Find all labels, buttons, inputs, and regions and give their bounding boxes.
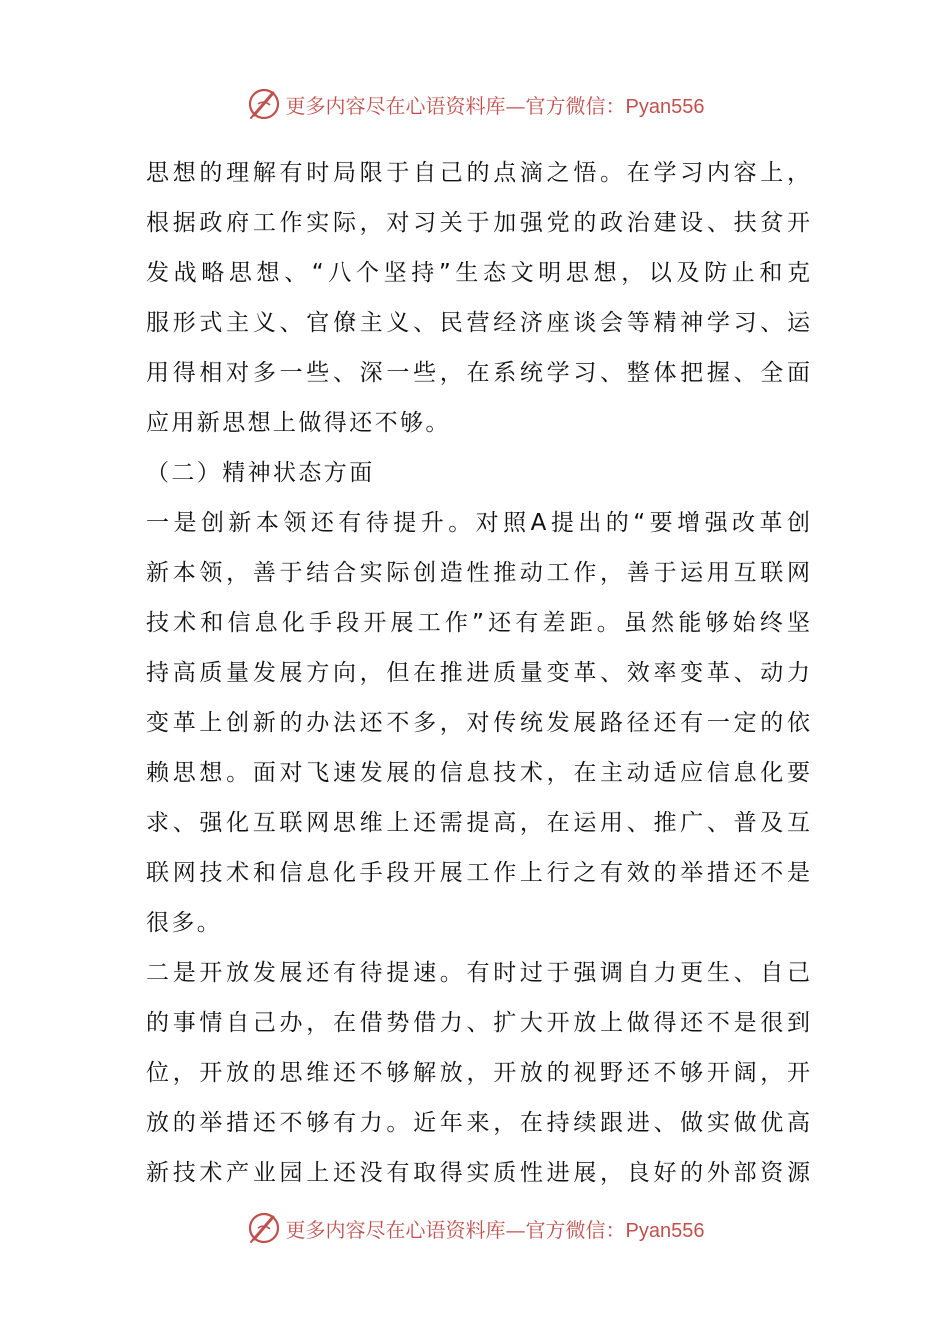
footer-wechat-id: Pyan556 [625,1219,705,1242]
text-line: 变革上创新的办法还不多，对传统发展路径还有一定的依 [146,710,810,736]
text-line: 放的举措还不够有力。近年来，在持续跟进、做实做优高 [146,1110,810,1136]
text-line: 新技术产业园上还没有取得实质性进展，良好的外部资源 [146,1160,810,1186]
text-line: 持高质量发展方向，但在推进质量变革、效率变革、动力 [146,660,810,686]
text-line: 根据政府工作实际，对习关于加强党的政治建设、扶贫开 [146,210,810,236]
document-body [146,148,810,1198]
text-line: 一是创新本领还有待提升。对照A提出的“要增强改革创 [146,510,810,536]
text-line: 求、强化互联网思维上还需提高，在运用、推广、普及互 [146,810,810,836]
footer-banner-text: 更多内容尽在心语资料库—官方微信：Pyan556 [285,1217,705,1242]
footer-banner [0,1208,950,1248]
header-banner [0,84,950,124]
header-wechat-id: Pyan556 [625,95,705,118]
text-line: 联网技术和信息化手段开展工作上行之有效的举措还不是 [146,860,810,886]
header-banner-text: 更多内容尽在心语资料库—官方微信：Pyan556 [285,93,705,118]
text-line: 二是开放发展还有待提速。有时过于强调自力更生、自己 [146,960,810,986]
text-line: 赖思想。面对飞速发展的信息技术，在主动适应信息化要 [146,760,810,786]
pen-circle-logo-icon [246,86,282,122]
text-line: 服形式主义、官僚主义、民营经济座谈会等精神学习、运 [146,310,810,336]
text-line: 很多。 [146,910,223,936]
section-heading: （二）精神状态方面 [146,460,375,486]
text-line: 发战略思想、“八个坚持”生态文明思想，以及防止和克 [146,260,810,286]
text-line: 应用新思想上做得还不够。 [146,410,451,436]
text-line: 用得相对多一些、深一些，在系统学习、整体把握、全面 [146,360,810,386]
text-line: 技术和信息化手段开展工作”还有差距。虽然能够始终坚 [146,610,810,636]
text-line: 的事情自己办，在借势借力、扩大开放上做得还不是很到 [146,1010,810,1036]
text-line: 思想的理解有时局限于自己的点滴之悟。在学习内容上， [146,160,810,186]
pen-circle-logo-icon [246,1210,282,1246]
text-line: 位，开放的思维还不够解放，开放的视野还不够开阔，开 [146,1060,810,1086]
text-line: 新本领，善于结合实际创造性推动工作，善于运用互联网 [146,560,810,586]
